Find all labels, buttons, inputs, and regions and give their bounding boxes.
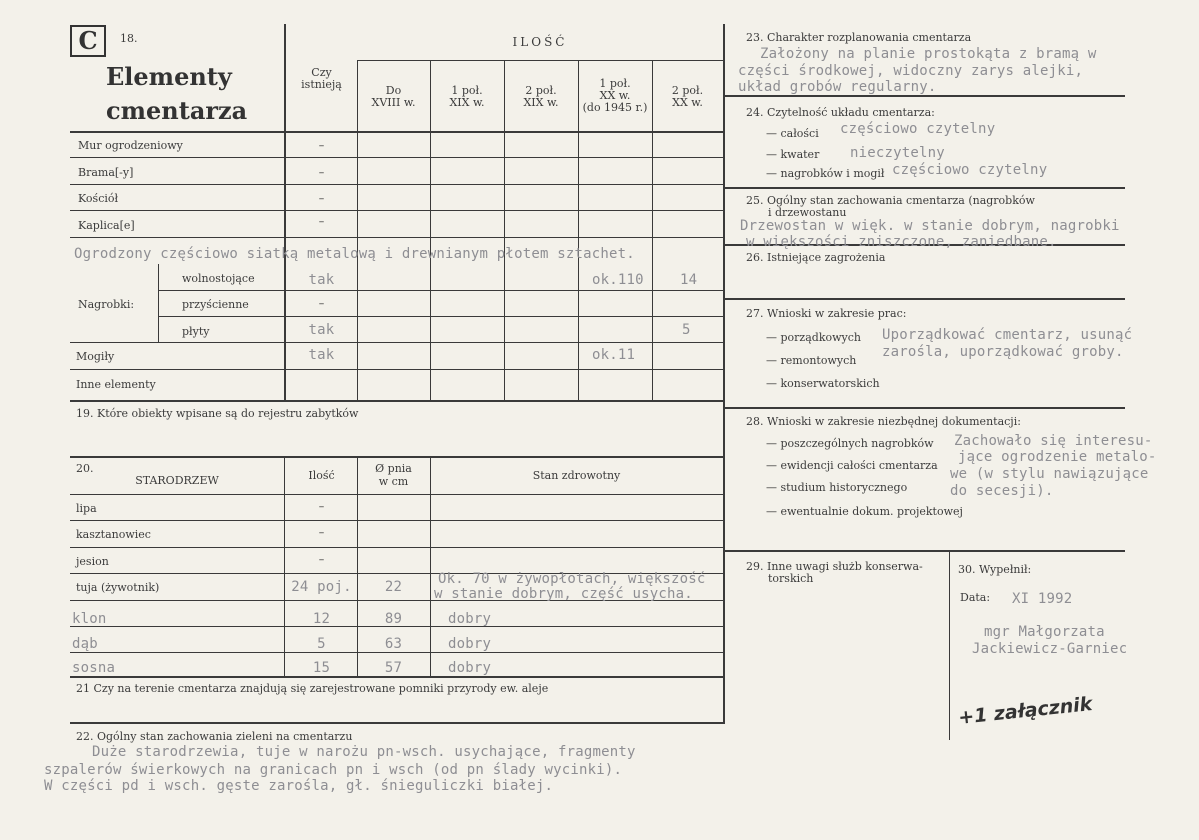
row-line xyxy=(158,316,723,317)
gravestone-exists: tak xyxy=(308,272,335,288)
trees-diameter-header: Ø pnia xyxy=(375,462,412,475)
col-divider xyxy=(430,60,431,400)
thuja-note: Ok. 70 w żywopłotach, większość xyxy=(438,571,706,587)
period-header: XX w. xyxy=(672,96,703,109)
s22-text: szpalerów świerkowych na granicach pn i wsch (od pn ślady wycinki). xyxy=(44,762,623,778)
s25-text: w większości zniszczone, zaniedbane. xyxy=(746,234,1057,250)
s22-text: W części pd i wsch. gęste zarośla, gł. śnieguliczki białej. xyxy=(44,778,554,794)
s23-text: układ grobów regularny. xyxy=(738,79,937,95)
period-header: 2 poł. xyxy=(525,84,557,97)
trees-health-header: Stan zdrowotny xyxy=(532,469,621,482)
trees-count-header: Ilość xyxy=(308,469,335,482)
s26-label: 26. Istniejące zagrożenia xyxy=(746,251,886,264)
s24-item-label: — całości xyxy=(766,127,819,140)
tree-count: 12 xyxy=(312,611,331,627)
gravestone-q2xx: 14 xyxy=(680,272,698,288)
date-label: Data: xyxy=(960,591,991,604)
s25-label: 25. Ogólny stan zachowania cmentarza (nagrobków xyxy=(746,194,1035,207)
tree-health: dobry xyxy=(448,636,492,652)
s24-item-label: — kwater xyxy=(766,148,820,161)
s29-label: torskich xyxy=(768,572,814,585)
row-line xyxy=(70,237,723,238)
tree-name: sosna xyxy=(72,660,116,676)
s24-item-label: — nagrobków i mogił xyxy=(766,167,885,180)
row-line xyxy=(70,157,723,158)
s30-label: 30. Wypełnił: xyxy=(958,563,1032,576)
s25-label: i drzewostanu xyxy=(768,206,847,219)
graves-q1945: ok.11 xyxy=(592,347,636,363)
tree-name: dąb xyxy=(72,636,98,652)
row-line xyxy=(70,369,723,370)
period-header: XVIII w. xyxy=(371,96,416,109)
element-label: Kościół xyxy=(78,192,119,205)
period-header: XIX w. xyxy=(449,96,485,109)
s27-text: zarośla, uporządkować groby. xyxy=(882,344,1124,360)
card-letter-box: C xyxy=(70,25,106,57)
col-divider xyxy=(949,550,950,740)
author-name: Jackiewicz-Garniec xyxy=(972,641,1128,657)
row-line xyxy=(70,676,723,678)
s27-label: 27. Wnioski w zakresie prac: xyxy=(746,307,907,320)
row-line xyxy=(70,547,723,548)
row-line xyxy=(70,520,723,521)
gravestone-exists: – xyxy=(318,297,325,310)
s28-item: — ewidencji całości cmentarza xyxy=(766,459,938,472)
row-line xyxy=(723,95,1125,97)
element-exists: – xyxy=(318,139,325,152)
s28-item: — poszczególnych nagrobków xyxy=(766,437,934,450)
s23-text: części środkowej, widoczny zarys alejki, xyxy=(738,63,1084,79)
s29-label: 29. Inne uwagi służb konserwa- xyxy=(746,560,923,573)
tree-health: dobry xyxy=(448,660,492,676)
fence-note: Ogrodzony częściowo siatką metalową i drewnianym płotem sztachet. xyxy=(74,246,635,262)
s24-item-value: częściowo czytelny xyxy=(840,121,996,137)
s28-item: — studium historycznego xyxy=(766,481,908,494)
row-line xyxy=(70,342,723,343)
s24-item-value: nieczytelny xyxy=(850,145,945,161)
s27-item: — konserwatorskich xyxy=(766,377,880,390)
center-divider xyxy=(723,24,725,724)
s27-text: Uporządkować cmentarz, usunąć xyxy=(882,327,1133,343)
col-divider xyxy=(158,264,159,342)
tree-health: dobry xyxy=(448,611,492,627)
tree-count: 24 poj. xyxy=(291,579,352,595)
s27-item: — porządkowych xyxy=(766,331,861,344)
section-number: 18. xyxy=(120,32,138,45)
s23-text: Założony na planie prostokąta z bramą w xyxy=(760,46,1097,62)
gravestone-type: przyścienne xyxy=(182,298,249,311)
row-line xyxy=(70,652,723,653)
trees-name-header: STARODRZEW xyxy=(135,474,219,487)
row-line xyxy=(70,131,723,133)
period-header: XIX w. xyxy=(523,96,559,109)
s28-label: 28. Wnioski w zakresie niezbędnej dokumentacji: xyxy=(746,415,1021,428)
tree-diameter: 22 xyxy=(384,579,403,595)
row-line xyxy=(70,210,723,211)
graves-exists: tak xyxy=(308,347,335,363)
period-header: 1 poł. xyxy=(599,77,631,90)
s28-text: Zachowało się interesu- xyxy=(954,433,1153,449)
element-exists: – xyxy=(318,215,325,228)
attachment-note: +1 załącznik xyxy=(957,693,1094,729)
thuja-note: w stanie dobrym, część usycha. xyxy=(434,586,693,602)
col-divider xyxy=(430,456,431,676)
element-label: Mur ogrodzeniowy xyxy=(78,139,183,152)
row-line xyxy=(70,722,723,724)
tree-count: 15 xyxy=(312,660,331,676)
tree-name: tuja (żywotnik) xyxy=(76,581,160,594)
period-header: 2 poł. xyxy=(671,84,704,97)
elements-title-line2: cmentarza xyxy=(106,96,248,125)
element-exists: – xyxy=(318,166,325,179)
period-header: XX w. xyxy=(599,89,631,102)
elements-title-line1: Elementy xyxy=(106,62,232,91)
s28-text: jące ogrodzenie metalo- xyxy=(958,449,1157,465)
gravestones-label: Nagrobki: xyxy=(78,298,135,311)
tree-count: – xyxy=(318,500,325,513)
tree-name: kasztanowiec xyxy=(76,528,151,541)
row-line xyxy=(723,407,1125,409)
period-header: 1 poł. xyxy=(451,84,483,97)
tree-count: 5 xyxy=(317,636,326,652)
other-elements-label: Inne elementy xyxy=(76,378,156,391)
row-line xyxy=(70,400,723,402)
tree-count: – xyxy=(318,553,325,566)
gravestone-exists: tak xyxy=(308,322,335,338)
exists-header-line1: Czy xyxy=(311,66,332,79)
quantity-header: ILOŚĆ xyxy=(512,35,568,49)
row-line xyxy=(158,290,723,291)
tree-diameter: 89 xyxy=(384,611,403,627)
gravestone-q2xx: 5 xyxy=(682,322,691,338)
s19-label: 19. Które obiekty wpisane są do rejestru zabytków xyxy=(76,407,359,420)
col-divider xyxy=(652,60,653,400)
date-value: XI 1992 xyxy=(1012,591,1073,607)
tree-name: klon xyxy=(72,611,107,627)
gravestone-type: wolnostojące xyxy=(182,272,255,285)
trees-number: 20. xyxy=(76,462,94,475)
tree-name: lipa xyxy=(76,502,97,515)
s25-text: Drzewostan w więk. w stanie dobrym, nagrobki xyxy=(740,218,1120,234)
row-line xyxy=(723,298,1125,300)
row-line xyxy=(357,60,723,61)
row-line xyxy=(70,456,723,458)
tree-diameter: 57 xyxy=(384,660,403,676)
gravestone-q1945: ok.110 xyxy=(592,272,644,288)
s28-item: — ewentualnie dokum. projektowej xyxy=(766,505,963,518)
exists-header-line2: istnieją xyxy=(301,78,342,91)
graves-label: Mogiły xyxy=(76,350,115,363)
element-label: Brama[-y] xyxy=(78,166,134,179)
s21-label: 21 Czy na terenie cmentarza znajdują się zarejestrowane pomniki przyrody ew. aleje xyxy=(76,682,549,695)
element-exists: – xyxy=(318,192,325,205)
s27-item: — remontowych xyxy=(766,354,857,367)
col-divider xyxy=(504,60,505,400)
author-name: mgr Małgorzata xyxy=(984,624,1105,640)
s22-label: 22. Ogólny stan zachowania zieleni na cmentarzu xyxy=(76,730,353,743)
s22-text: Duże starodrzewia, tuje w narożu pn-wsch. usychające, fragmenty xyxy=(92,744,636,760)
row-line xyxy=(70,184,723,185)
row-line xyxy=(70,494,723,495)
trees-diameter-header: w cm xyxy=(378,475,409,488)
tree-diameter: 63 xyxy=(384,636,403,652)
s24-label: 24. Czytelność układu cmentarza: xyxy=(746,106,935,119)
tree-name: jesion xyxy=(76,555,109,568)
row-line xyxy=(723,187,1125,189)
period-header: Do xyxy=(385,84,402,97)
s23-label: 23. Charakter rozplanowania cmentarza xyxy=(746,31,972,44)
tree-count: – xyxy=(318,526,325,539)
col-divider xyxy=(357,60,358,400)
s28-text: we (w stylu nawiązujące xyxy=(950,466,1149,482)
s24-item-value: częściowo czytelny xyxy=(892,162,1048,178)
element-label: Kaplica[e] xyxy=(78,219,135,232)
row-line xyxy=(723,550,1125,552)
gravestone-type: płyty xyxy=(182,325,210,338)
period-header: (do 1945 r.) xyxy=(582,101,648,114)
col-divider xyxy=(284,456,285,676)
s28-text: do secesji). xyxy=(950,483,1054,499)
